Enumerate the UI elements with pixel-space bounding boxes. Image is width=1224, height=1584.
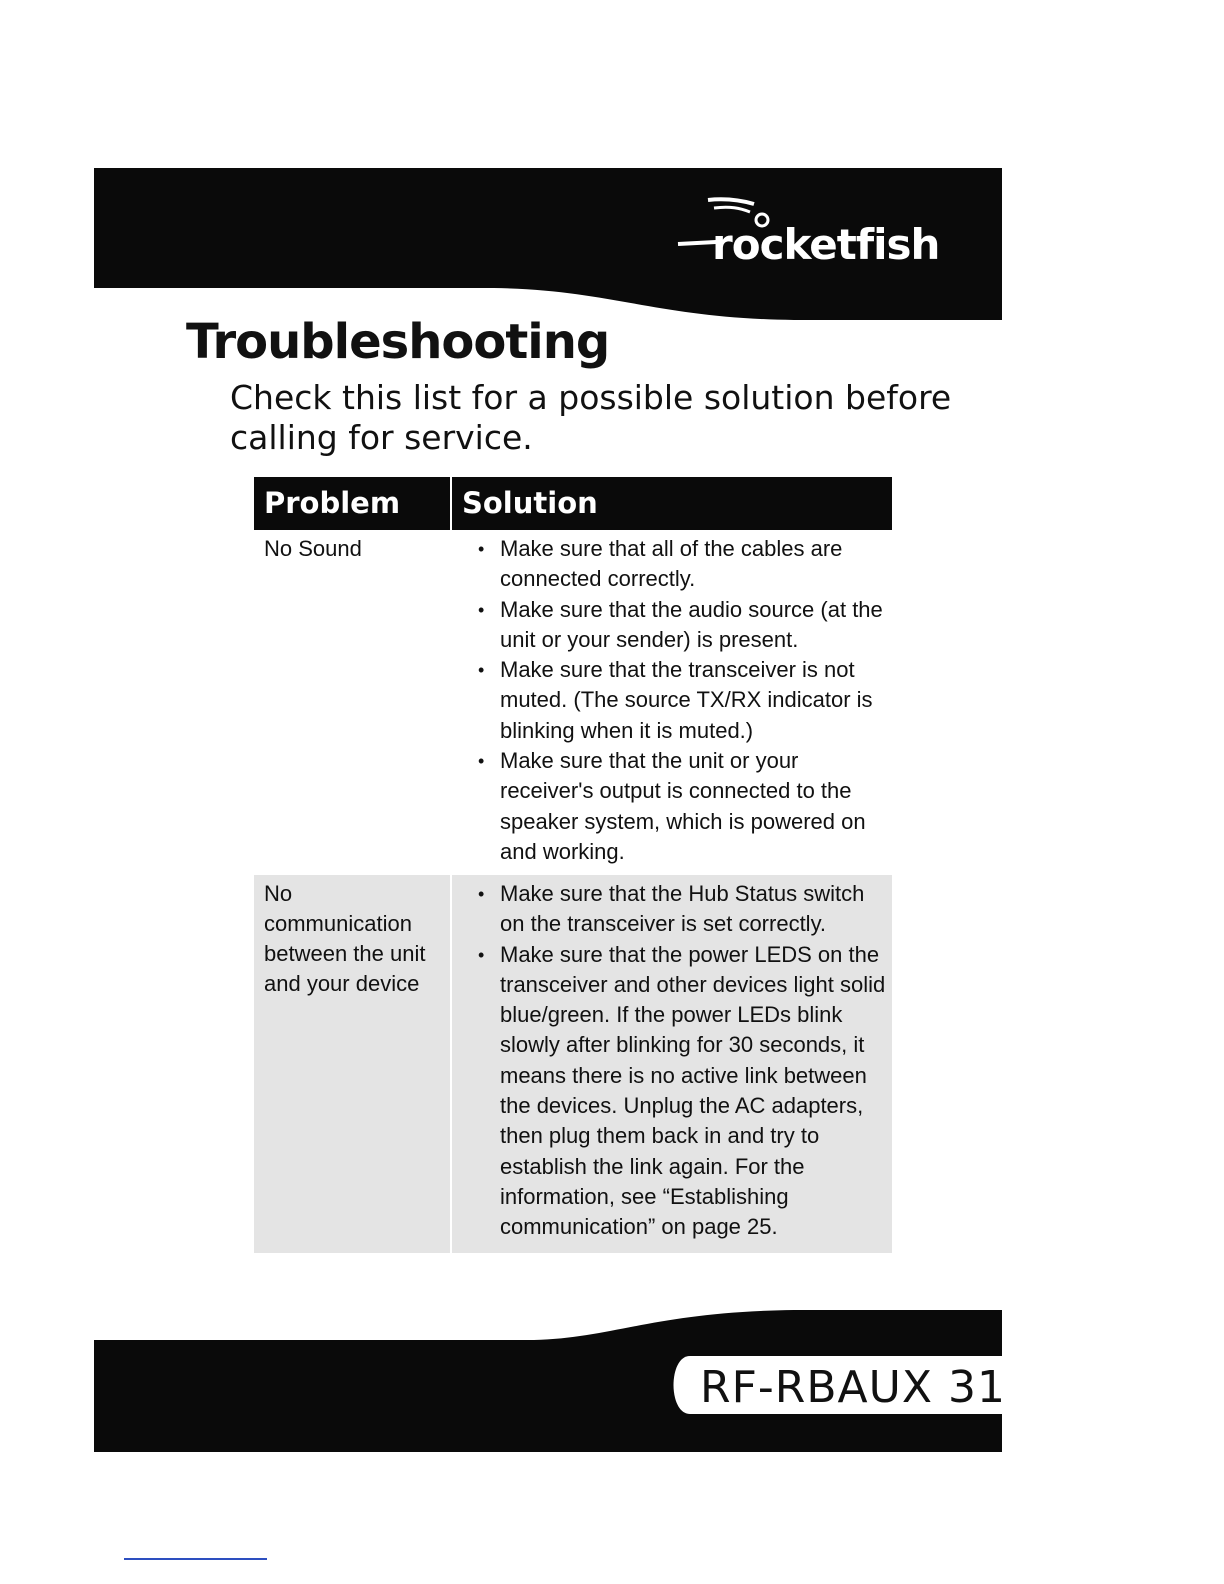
solution-item: • Make sure that the audio source (at the unit or your sender) is present. xyxy=(478,596,883,652)
model-number: RF-RBAUX xyxy=(700,1362,933,1413)
troubleshooting-table xyxy=(254,477,892,1253)
column-header-problem: Problem xyxy=(254,477,452,530)
solution-item: • Make sure that the transceiver is not muted. (The source TX/RX indicator is blinking when it is muted.) xyxy=(478,657,873,743)
bullet-icon: • xyxy=(478,539,485,559)
bullet-icon: • xyxy=(478,751,485,772)
table-row xyxy=(254,875,892,1253)
problem-cell: No communication between the unit and your device xyxy=(254,875,452,1253)
problem-cell: No Sound xyxy=(254,530,452,875)
table-header xyxy=(254,477,892,530)
table-row xyxy=(254,530,892,875)
brand-wordmark: rocketfish xyxy=(712,220,940,269)
solution-list xyxy=(478,879,886,1243)
solution-cell xyxy=(452,875,892,1253)
solution-item: • Make sure that the power LEDS on the transceiver and other devices light solid blue/green. If the power LEDs blink slowly after blinking for 30 seconds, it means there is no active link between the devices. Unplug the AC adapters, then plug them back in and try to establish the link again. For the information, see “Establishing communication” on page 25. xyxy=(478,941,886,1240)
page-title: Troubleshooting xyxy=(186,314,610,370)
footer-page-label xyxy=(700,1360,1006,1416)
bullet-icon: • xyxy=(478,944,485,965)
solution-item: • Make sure that the Hub Status switch on the transceiver is set correctly. xyxy=(478,881,865,937)
solution-item: • Make sure that all of the cables are connected correctly. xyxy=(478,536,843,592)
footer-divider xyxy=(124,1558,267,1560)
intro-text: Check this list for a possible solution before calling for service. xyxy=(230,378,952,457)
solution-list xyxy=(478,534,886,867)
solution-item: • Make sure that the unit or your receiver's output is connected to the speaker system, which is powered on and working. xyxy=(478,748,866,864)
page-number: 31 xyxy=(947,1362,1006,1413)
bullet-icon: • xyxy=(478,660,485,681)
solution-cell xyxy=(452,530,892,875)
bullet-icon: • xyxy=(478,884,485,904)
column-header-solution: Solution xyxy=(462,486,598,520)
bullet-icon: • xyxy=(478,599,485,620)
